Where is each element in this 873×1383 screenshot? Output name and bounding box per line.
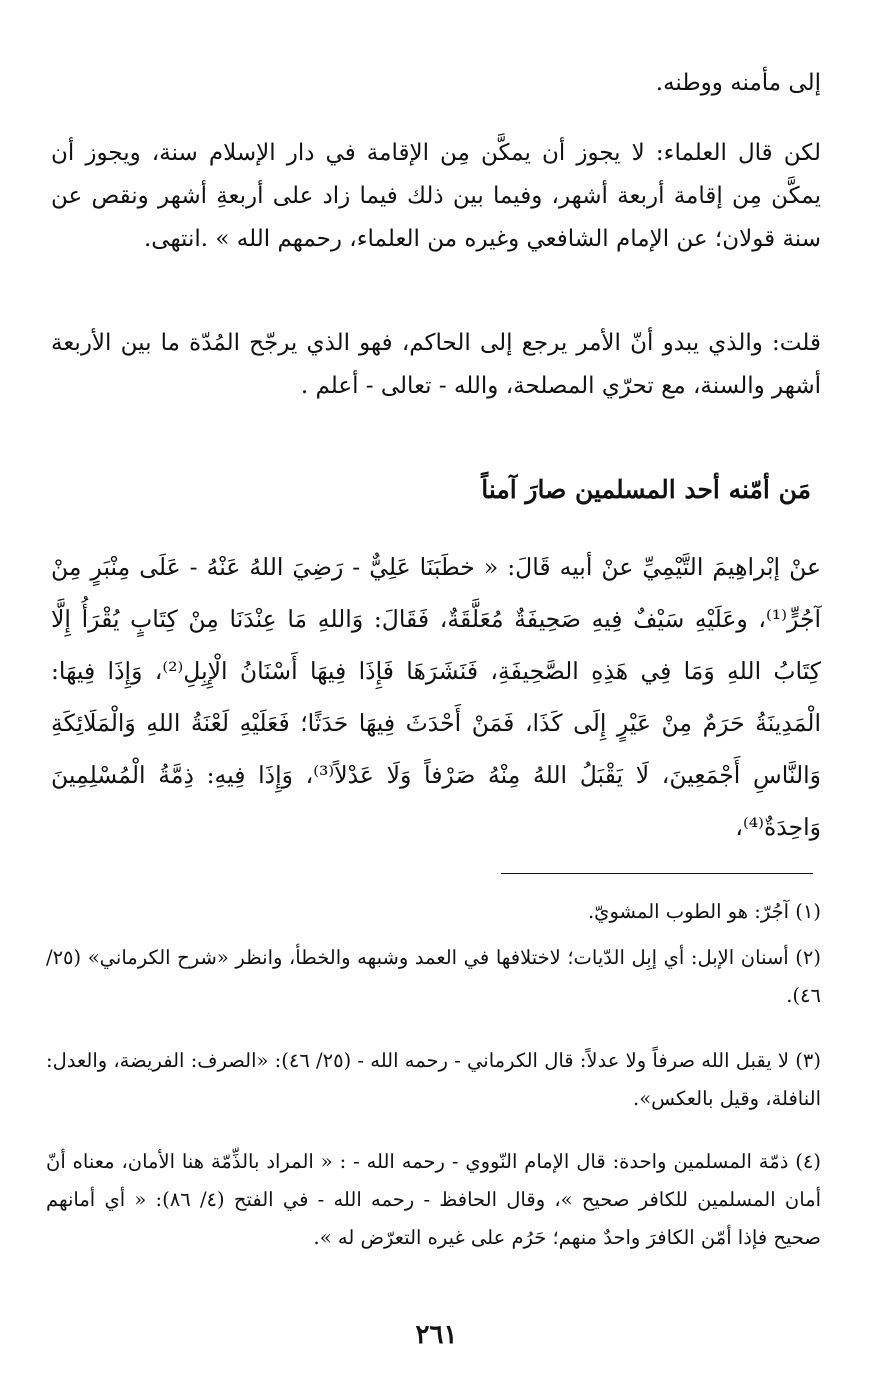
footnote-1: (١) آجُرّ: هو الطوب المشويّ.	[587, 900, 821, 923]
footnote-3: (٣) لا يقبل الله صرفاً ولا عدلاً: قال الكرماني - رحمه الله - (٢٥/ ٤٦): «الصرف: الفريضة، والعدل: النافلة، وقيل بالعكس».	[46, 1049, 821, 1110]
footnote-4: (٤) ذمّة المسلمين واحدة: قال الإمام النّووي - رحمه الله - : « المراد بالذِّمّة هنا الأمان، معناه أنّ أمان المسلمين للكافر صحيح »، وقال الحافظ - رحمه الله - في الفتح (٤/ ٨٦): « أي أمانهم صحيح فإذا أمّن الكافرَ واحدٌ منهم؛ حَرُم على غيره التعرّض له ».	[46, 1150, 821, 1249]
paragraph-continuation: إلى مأمنه ووطنه.	[655, 70, 821, 96]
footnote-separator	[501, 873, 813, 874]
footnote-2: (٢) أسنان الإبل: أي إبِل الدّيات؛ لاختلافها في العمد وشبهه والخطأ، وانظر «شرح الكرماني» (٢٥/ ٤٦).	[46, 946, 821, 1007]
page-number: ٢٦١	[415, 1320, 458, 1350]
section-heading: مَن أمّنه أحد المسلمين صارَ آمناً	[481, 475, 811, 504]
paragraph-scholars-quote: لكن قال العلماء: لا يجوز أن يمكَّن مِن الإقامة في دار الإسلام سنة، ويجوز أن يمكَّن مِن إقامة أربعة أشهر، وفيما بين ذلك فيما زاد على أربعةِ أشهر ونقص عن سنة قولان؛ عن الإمام الشافعي وغيره من العلماء، رحمهم الله » .انتهى.	[51, 140, 821, 252]
paragraph-author-opinion: قلت: والذي يبدو أنّ الأمر يرجع إلى الحاكم، فهو الذي يرجّح المُدّة ما بين الأربعة أشهر والسنة، مع تحرّي المصلحة، والله - تعالى - أعلم .	[51, 330, 821, 399]
hadith-text: عنْ إبْراهِيمَ التَّيْمِيِّ عنْ أبيه قَالَ: « خطَبَنَا عَلِيٌّ - رَضِيَ اللهُ عَنْهُ - عَلَى مِنْبَرٍ مِنْ آجُرٍّ⁽¹⁾، وعَلَيْهِ سَيْفٌ فِيهِ صَحِيفَةٌ مُعَلَّقَةٌ، فَقَالَ: وَاللهِ مَا عِنْدَنَا مِنْ كِتَابٍ يُقْرَأُ إِلَّا كِتَابُ اللهِ وَمَا فِي هَذِهِ الصَّحِيفَةِ، فَنَشَرَهَا فَإِذَا فِيهَا أَسْنَانُ الْإِبِلِ⁽²⁾، وَإِذَا فِيهَا: الْمَدِينَةُ حَرَمٌ مِنْ عَيْرٍ إِلَى كَذَا، فَمَنْ أَحْدَثَ فِيهَا حَدَثًا؛ فَعَلَيْهِ لَعْنَةُ اللهِ وَالْمَلَائِكَةِ وَالنَّاسِ أَجْمَعِينَ، لَا يَقْبَلُ اللهُ مِنْهُ صَرْفاً وَلَا عَدْلاً⁽³⁾، وَإِذَا فِيهِ: ذِمَّةُ الْمُسْلِمِينَ وَاحِدَةٌ⁽⁴⁾،	[51, 553, 821, 841]
